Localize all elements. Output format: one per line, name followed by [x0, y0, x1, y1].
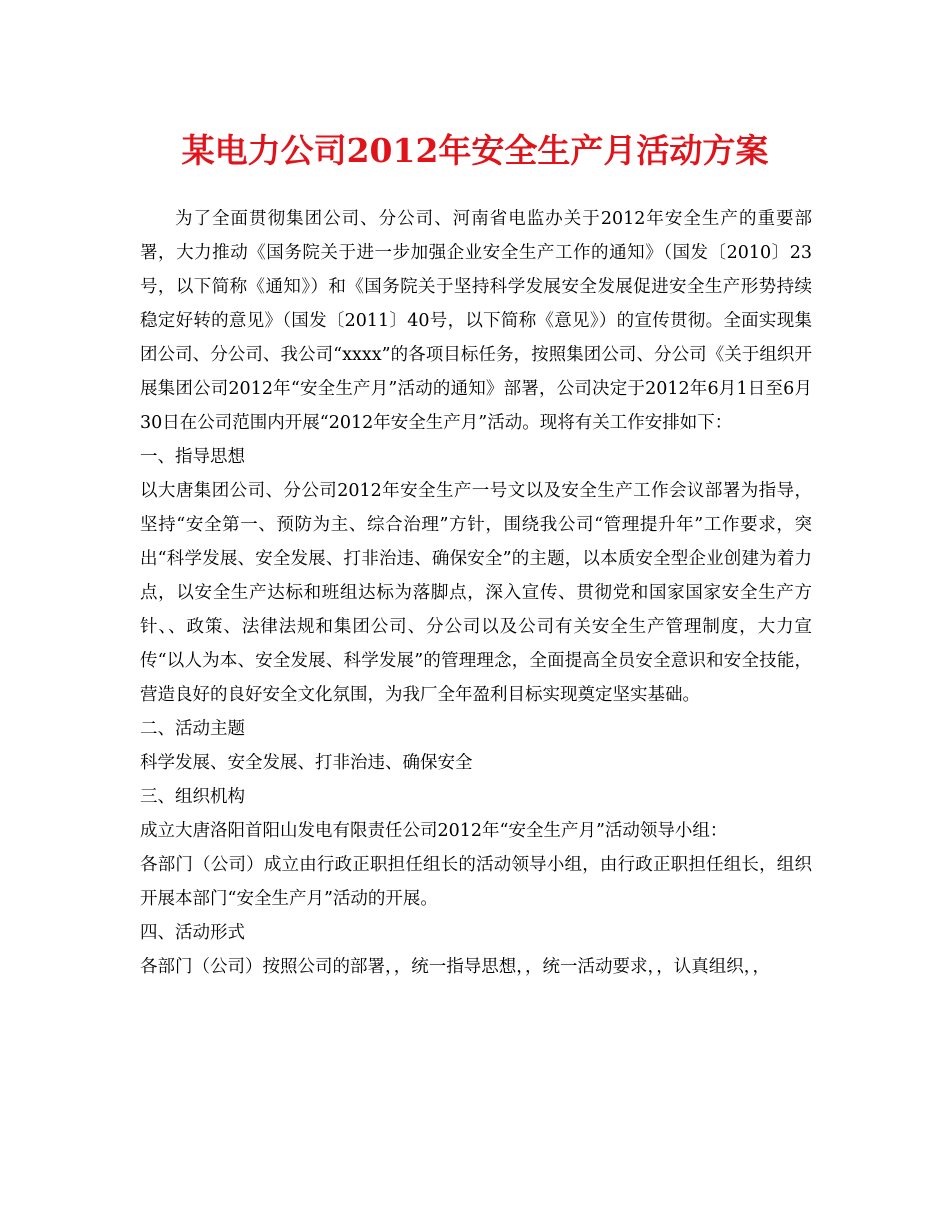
section-guiding-ideology — [140, 440, 812, 712]
intro-paragraph: 为了全面贯彻集团公司、分公司、河南省电监办关于2012年安全生产的重要部署，大力推动《国务院关于进一步加强企业安全生产工作的通知》（国发〔2010〕23号，以下简称《通知》）和《国务院关于坚持科学发展安全发展促进安全生产形势持续稳定好转的意见》（国发〔2011〕40号，以下简称《意见》）的宣传贯彻。全面实现集团公司、分公司、我公司“xxxx”的各项目标任务，按照集团公司、分公司《关于组织开展集团公司2012年“安全生产月”活动的通知》部署，公司决定于2012年6月1日至6月30日在公司范围内开展“2012年安全生产月”活动。现将有关工作安排如下： — [140, 209, 812, 433]
section-paragraph: 各部门（公司）按照公司的部署，，统一指导思想，，统一活动要求，，认真组织，， — [140, 957, 770, 977]
document-title: 某电力公司2012年安全生产月活动方案 — [181, 131, 769, 170]
document-body — [140, 202, 812, 984]
section-paragraph: 科学发展、安全发展、打非治违、确保安全 — [140, 753, 473, 773]
section-heading: 一、指导思想 — [140, 447, 245, 467]
section-activity-theme — [140, 712, 812, 780]
section-heading: 二、活动主题 — [140, 719, 245, 739]
section-heading: 三、组织机构 — [140, 787, 245, 807]
section-paragraph: 各部门（公司）成立由行政正职担任组长的活动领导小组，由行政正职担任组长，组织开展本部门“安全生产月”活动的开展。 — [140, 855, 812, 909]
section-paragraph: 成立大唐洛阳首阳山发电有限责任公司2012年“安全生产月”活动领导小组： — [140, 821, 728, 841]
section-activity-form — [140, 916, 812, 984]
section-paragraph: 以大唐集团公司、分公司2012年安全生产一号文以及安全生产工作会议部署为指导，坚持“安全第一、预防为主、综合治理”方针，围绕我公司“管理提升年”工作要求，突出“科学发展、安全发展、打非治违、确保安全”的主题，以本质安全型企业创建为着力点，以安全生产达标和班组达标为落脚点，深入宣传、贯彻党和国家国家安全生产方针、、政策、法律法规和集团公司、分公司以及公司有关安全生产管理制度，大力宣传“以人为本、安全发展、科学发展”的管理理念，全面提高全员安全意识和安全技能，营造良好的良好安全文化氛围，为我厂全年盈利目标实现奠定坚实基础。 — [140, 481, 812, 705]
section-heading: 四、活动形式 — [140, 923, 245, 943]
section-organization — [140, 780, 812, 916]
